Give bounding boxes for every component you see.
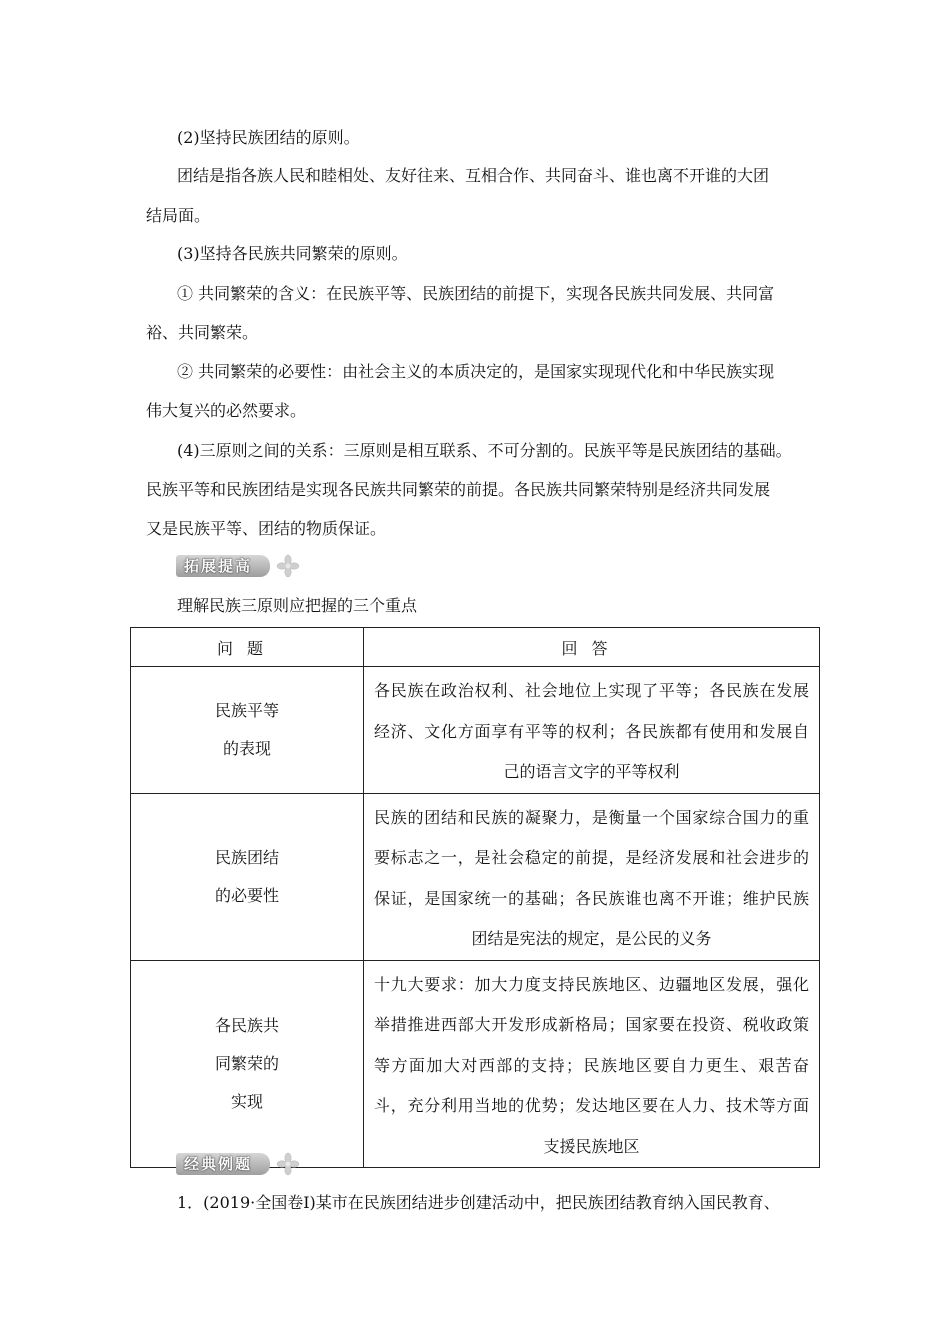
section-banner-example: 经典例题 (176, 1153, 270, 1175)
flower-icon (276, 554, 300, 578)
question-line: 同繁荣的 (214, 1053, 279, 1073)
answer-line: 举措推进西部大开发形成新格局；国家要在投资、税收政策 (374, 1015, 809, 1034)
answer-cell (364, 667, 820, 794)
answer-line: 经济、文化方面享有平等的权利；各民族都有使用和发展自 (374, 721, 809, 741)
question-cell (131, 793, 364, 960)
question-line: 的必要性 (214, 885, 279, 905)
question-line: 实现 (230, 1091, 263, 1111)
principles-table (130, 627, 820, 1168)
table-caption: 理解民族三原则应把握的三个重点 (177, 596, 418, 615)
table-row (131, 960, 820, 1168)
header-question: 问题 (131, 628, 364, 667)
answer-line: 支援民族地区 (543, 1136, 640, 1156)
answer-line: 各民族在政治权利、社会地位上实现了平等；各民族在发展 (374, 681, 809, 700)
question-line: 的表现 (222, 738, 271, 758)
question-line: 民族平等 (214, 700, 279, 720)
paragraph-heading-2: (2)坚持民族团结的原则。 (177, 128, 360, 147)
question-line: 民族团结 (214, 847, 279, 867)
answer-line: 保证，是国家统一的基础；各民族谁也离不开谁；维护民族 (374, 888, 809, 908)
answer-line: 要标志之一，是社会稳定的前提，是经济发展和社会进步的 (374, 848, 809, 867)
answer-cell (364, 793, 820, 960)
paragraph-text: ① 共同繁荣的含义：在民族平等、民族团结的前提下，实现各民族共同发展、共同富 (177, 284, 775, 303)
answer-line: 民族的团结和民族的凝聚力，是衡量一个国家综合国力的重 (374, 807, 809, 827)
table-header-row (131, 628, 820, 667)
question-cell (131, 667, 364, 794)
question-line: 各民族共 (214, 1015, 279, 1035)
section-banner-extension: 拓展提高 (176, 555, 270, 577)
paragraph-heading-3: (3)坚持各民族共同繁荣的原则。 (177, 244, 408, 263)
answer-line: 斗，充分利用当地的优势；发达地区要在人力、技术等方面 (374, 1096, 809, 1115)
answer-line: 团结是宪法的规定，是公民的义务 (471, 929, 712, 948)
paragraph-text: 民族平等和民族团结是实现各民族共同繁荣的前提。各民族共同繁荣特别是经济共同发展 (146, 480, 771, 499)
paragraph-text: 伟大复兴的必然要求。 (146, 401, 307, 420)
question-1-text: 1．(2019·全国卷Ⅰ)某市在民族团结进步创建活动中，把民族团结教育纳入国民教育、 (177, 1193, 780, 1212)
answer-cell (364, 960, 820, 1168)
table-row (131, 793, 820, 960)
table-row (131, 667, 820, 794)
paragraph-text: 又是民族平等、团结的物质保证。 (146, 519, 387, 538)
flower-icon (276, 1152, 300, 1176)
answer-line: 等方面加大对西部的支持；民族地区要自力更生、艰苦奋 (374, 1055, 809, 1075)
question-cell (131, 960, 364, 1168)
header-answer: 回答 (364, 628, 820, 667)
paragraph-text: 裕、共同繁荣。 (146, 323, 259, 342)
paragraph-text: 结局面。 (146, 206, 211, 225)
paragraph-text: ② 共同繁荣的必要性：由社会主义的本质决定的，是国家实现现代化和中华民族实现 (177, 362, 775, 381)
answer-line: 己的语言文字的平等权利 (503, 762, 680, 781)
answer-line: 十九大要求：加大力度支持民族地区、边疆地区发展，强化 (374, 974, 809, 994)
paragraph-text: 团结是指各族人民和睦相处、友好往来、互相合作、共同奋斗、谁也离不开谁的大团 (177, 166, 770, 185)
paragraph-heading-4: (4)三原则之间的关系：三原则是相互联系、不可分割的。民族平等是民族团结的基础。 (177, 441, 792, 460)
